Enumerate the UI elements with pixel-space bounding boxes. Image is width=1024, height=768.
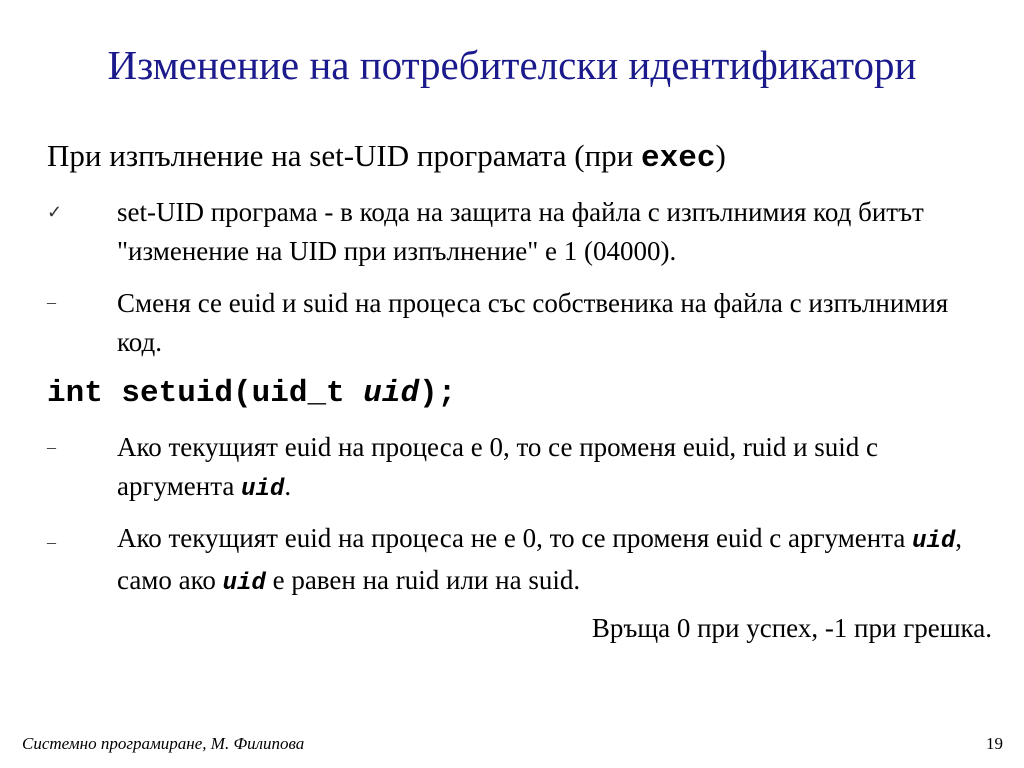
signature-param: uid [363, 376, 420, 411]
list-item: set-UID програма - в кода на защита на файла с изпълнимия код битът "изменение на UID при изпълнение" е 1 (04000). [117, 197, 924, 266]
inline-code-uid: uid [222, 570, 266, 597]
heading-code-exec: exec [641, 141, 716, 176]
signature-suffix: ); [419, 376, 457, 411]
list-item-text-middle: , само ако [117, 523, 963, 595]
return-value-note: Връща 0 при успех, -1 при грешка. [591, 613, 992, 643]
list-item-text: Ако текущият euid на процеса не е 0, то се променя euid с аргумента [117, 523, 913, 553]
dash-icon: – [47, 437, 56, 457]
dash-icon: – [47, 532, 56, 552]
inline-code-uid: uid [912, 528, 956, 555]
footer-author: Системно програмиране, М. Филипова [22, 734, 305, 753]
function-signature [47, 375, 456, 413]
signature-text: int setuid(uid_t [47, 376, 364, 411]
page-number: 19 [986, 734, 1003, 753]
checkmark-icon: ✓ [47, 202, 63, 222]
list-item-text: Ако текущият euid на процеса е 0, то се променя euid, ruid и suid с аргумента [117, 432, 879, 501]
list-item [117, 519, 997, 603]
inline-code-uid: uid [241, 476, 285, 503]
list-item-text-end: . [284, 471, 292, 501]
heading-suffix: ) [715, 138, 726, 173]
heading-text: При изпълнение на set-UID програмата (при [47, 138, 642, 173]
list-item: Сменя се euid и suid на процеса със собственика на файла с изпълнимия код. [117, 288, 949, 357]
section-heading-set-uid [47, 137, 726, 178]
dash-icon: – [47, 292, 56, 312]
slide-title: Изменение на потребителски идентификатори [107, 42, 917, 88]
list-item-text-end: е равен на ruid или на suid. [265, 565, 581, 595]
list-item [117, 428, 997, 509]
